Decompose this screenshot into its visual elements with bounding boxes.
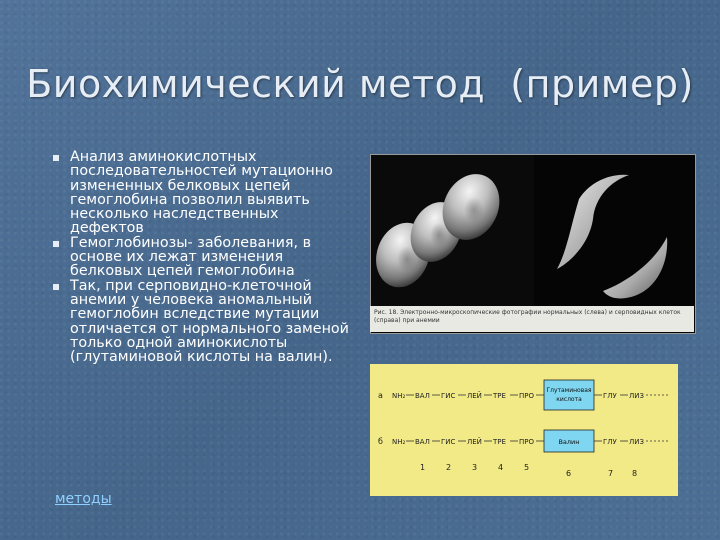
seq-item: ГЛУ xyxy=(603,438,617,446)
bullet-text: Так, при серповидно-клеточной анемии у человека аномальный гемоглобин вследствие мутации отличается от нормального заменой только одной аминокислоты (глутаминовой кислоты на валин). xyxy=(70,277,349,366)
bullet-item xyxy=(50,236,350,279)
seq-item: ГИС xyxy=(441,392,456,400)
glutamic-acid-box xyxy=(544,380,594,410)
bullet-item xyxy=(50,279,350,365)
slide-title: Биохимический метод (пример) xyxy=(26,62,694,106)
row-a-label: a xyxy=(378,391,383,400)
position-number: 5 xyxy=(524,463,530,472)
blood-cells-illustration xyxy=(371,155,695,307)
seq-item: ПРО xyxy=(519,438,534,446)
seq-item: NH₂ xyxy=(392,438,406,446)
sequence-diagram-svg xyxy=(370,364,678,496)
square-bullet-icon xyxy=(53,155,59,161)
row-b-label: б xyxy=(378,437,383,446)
micrograph-caption: Рис. 18. Электронно-микроскопические фотографии нормальных (слева) и серповидных клеток (справа) при анемии xyxy=(370,306,694,332)
seq-item: ПРО xyxy=(519,392,534,400)
cell-dimple xyxy=(464,197,484,223)
seq-item: ЛЕЙ xyxy=(467,392,482,400)
bullet-text: Гемоглобинозы- заболевания, в основе их лежат изменения белковых цепей гемоглобина xyxy=(70,234,312,280)
box-label: Валин xyxy=(558,438,580,446)
position-number: 4 xyxy=(498,463,504,472)
position-number: 8 xyxy=(632,469,638,478)
position-number: 1 xyxy=(420,463,426,472)
methods-link[interactable]: методы xyxy=(55,491,112,507)
bullet-text: Анализ аминокислотных последовательностей мутационно измененных белковых цепей гемоглобина позволил выявить несколько наследственных дефектов xyxy=(70,149,333,237)
seq-item: ЛИЗ xyxy=(629,438,644,446)
position-number: 3 xyxy=(472,463,478,472)
box-label: Глутаминовая xyxy=(546,387,592,394)
seq-item: ВАЛ xyxy=(415,392,430,400)
seq-item: ЛИЗ xyxy=(629,392,644,400)
seq-item: ТРЕ xyxy=(493,392,506,400)
position-number: 6 xyxy=(566,469,572,478)
seq-item: ТРЕ xyxy=(493,438,506,446)
seq-item: ЛЕЙ xyxy=(467,438,482,446)
square-bullet-icon xyxy=(53,284,59,290)
cell-dimple xyxy=(430,223,448,247)
bullet-list xyxy=(50,150,350,364)
square-bullet-icon xyxy=(53,241,59,247)
seq-item: NH₂ xyxy=(392,392,406,400)
position-number: 2 xyxy=(446,463,452,472)
seq-item: ГЛУ xyxy=(603,392,617,400)
seq-item: ГИС xyxy=(441,438,456,446)
position-number: 7 xyxy=(608,469,614,478)
bullet-item xyxy=(50,150,350,236)
seq-item: ВАЛ xyxy=(415,438,430,446)
sequence-diagram xyxy=(370,364,678,496)
box-label: кислота xyxy=(556,396,582,403)
